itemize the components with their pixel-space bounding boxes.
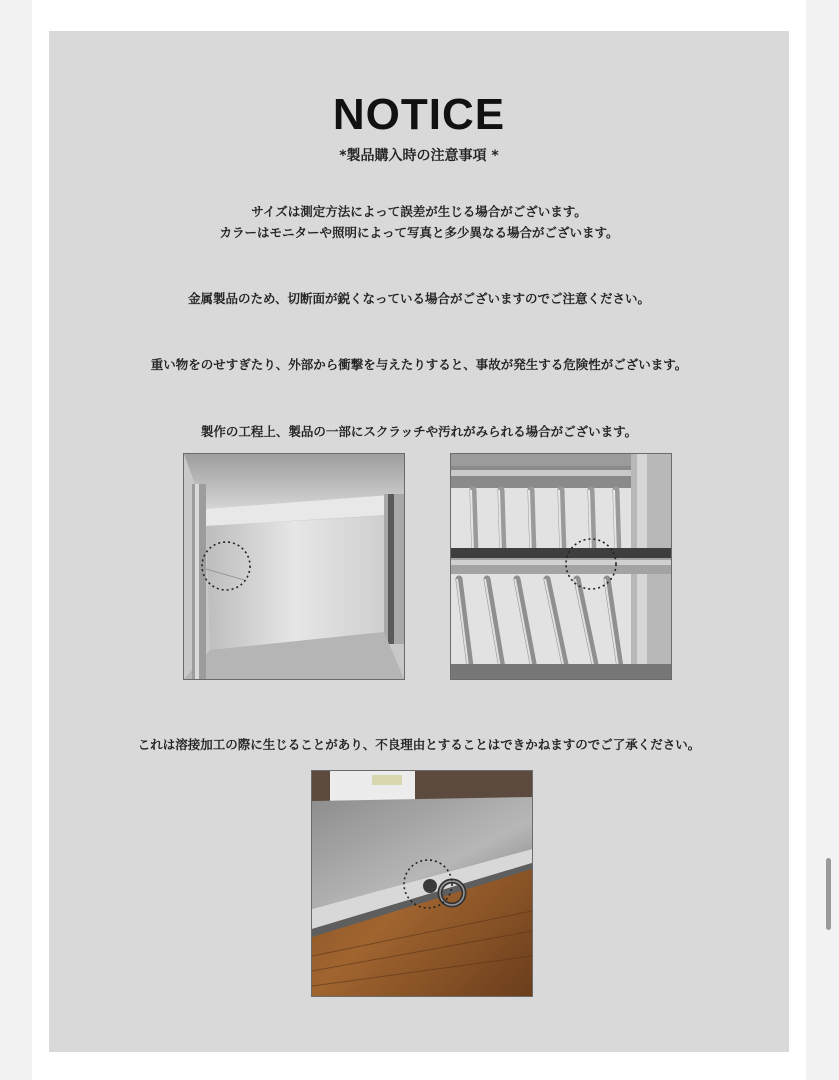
shelf-interior-photo [183, 453, 405, 680]
shelf-hook-photo [311, 770, 533, 997]
color-note-line: カラーはモニターや照明によって写真と多少異なる場合がございます。 [219, 225, 619, 240]
scrollbar-thumb[interactable] [826, 858, 831, 930]
notice-panel [49, 31, 789, 1052]
dish-rack-photo [450, 453, 672, 680]
scratch-note: 製作の工程上、製品の一部にスクラッチや汚れがみられる場合がございます。 [200, 424, 638, 439]
notice-subtitle: *製品購入時の注意事項 * [339, 148, 499, 164]
size-color-note [49, 201, 789, 243]
notice-title: NOTICE [332, 90, 506, 139]
welding-note: これは溶接加工の際に生じることがあり、不良理由とすることはできかねますのでご了承ください。 [137, 737, 701, 752]
overload-warning-note: 重い物をのせすぎたり、外部から衝撃を与えたりすると、事故が発生する危険性がございます。 [150, 357, 688, 372]
sharp-edge-note: 金属製品のため、切断面が鋭くなっている場合がございますのでご注意ください。 [187, 291, 650, 306]
size-note-line: サイズは測定方法によって誤差が生じる場合がございます。 [251, 204, 587, 219]
